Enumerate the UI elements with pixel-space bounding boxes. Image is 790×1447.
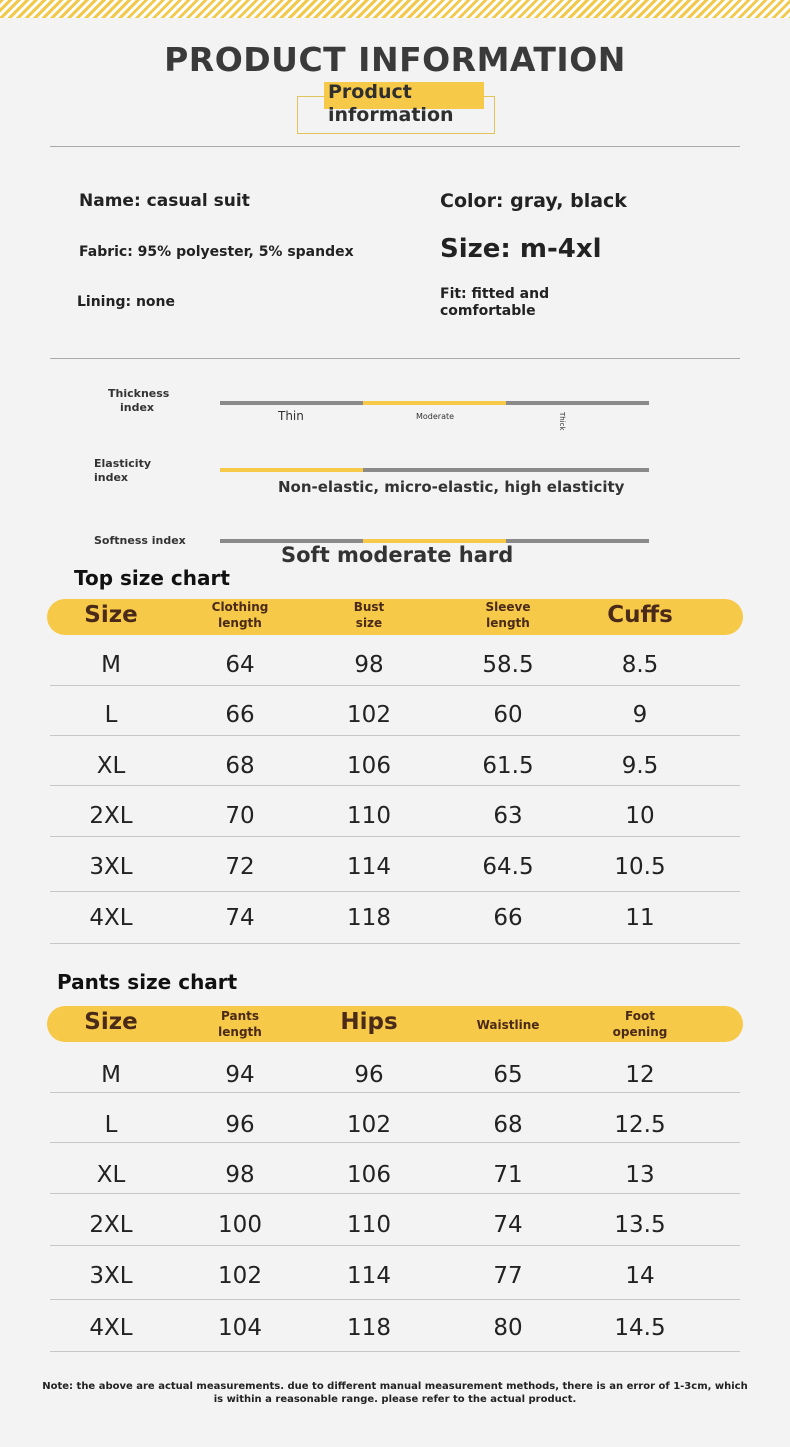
top_chart-header-text: Sleeve [485,600,531,614]
info-fabric: Fabric: 95% polyester, 5% spandex [79,244,354,260]
top_chart-cell: 11 [625,905,655,931]
top_chart-cell: 58.5 [482,652,534,678]
softness-text: Soft moderate hard [281,543,514,567]
info-size: Size: m-4xl [440,234,602,264]
pants_chart-cell: 13.5 [614,1212,666,1238]
pants_chart-cell: L [104,1112,118,1138]
top_chart-cell: 4XL [89,905,133,931]
top_chart-cell: 102 [347,702,391,728]
decorative-stripe [0,0,790,18]
top_chart-header-cell [41,602,181,628]
elasticity-bar-nonelastic [220,468,363,472]
pants_chart-cell: 98 [225,1162,255,1188]
pants_chart-cell: 68 [493,1112,523,1138]
top_chart-header-text: length [486,616,530,630]
top_chart-cell: 66 [493,905,523,931]
pants_chart-cell: 102 [218,1263,262,1289]
pants_chart-cell: 104 [218,1315,262,1341]
top_chart-row-divider [50,836,740,837]
top_chart-cell: 10 [625,803,655,829]
top_chart-cell: 61.5 [482,753,534,779]
pants_chart-cell: 77 [493,1263,523,1289]
pants_chart-header-cell [299,1009,439,1035]
top_chart-cell: L [104,702,118,728]
pants_chart-row-divider [50,1092,740,1093]
softness-label: Softness index [94,534,186,547]
pants_chart-header-cell [41,1009,181,1035]
top_chart-cell: 68 [225,753,255,779]
pants_chart-cell: 12.5 [614,1112,666,1138]
pants_chart-row-divider [50,1351,740,1352]
top_chart-row-divider [50,891,740,892]
pants_chart-cell: 106 [347,1162,391,1188]
pants_chart-header-cell [170,1008,310,1040]
top_chart-cell: 106 [347,753,391,779]
thickness-moderate-label: Moderate [416,412,455,421]
top_chart-cell: 9 [632,702,648,728]
pants_chart-cell: 12 [625,1062,655,1088]
info-name: Name: casual suit [79,191,250,211]
top_chart-cell: 9.5 [621,753,659,779]
pants_chart-cell: 14 [625,1263,655,1289]
top_chart-row-divider [50,735,740,736]
top_chart-row-divider [50,685,740,686]
info-fit [440,286,549,320]
badge-line1: Product [328,81,412,103]
pants_chart-header-text: Size [84,1009,138,1035]
pants_chart-cell: 3XL [89,1263,133,1289]
pants_chart-row-divider [50,1245,740,1246]
pants_chart-cell: M [101,1062,121,1088]
thickness-thick-label: Thick [558,412,566,431]
pants_chart-cell: 2XL [89,1212,133,1238]
top_chart-cell: 64.5 [482,854,534,880]
elasticity-label [94,457,151,485]
elasticity-label-line1: Elasticity [94,457,152,470]
elasticity-text: Non-elastic, micro-elastic, high elasticity [278,478,625,496]
top_chart-cell: 70 [225,803,255,829]
thickness-bar-moderate [363,401,506,405]
top-chart-title: Top size chart [74,566,230,590]
thickness-bar-thin [220,401,363,405]
top_chart-header-text: Size [84,602,138,628]
divider [50,358,740,359]
thickness-label [108,387,170,415]
top_chart-cell: 63 [493,803,523,829]
top_chart-cell: 8.5 [621,652,659,678]
top_chart-cell: 66 [225,702,255,728]
pants_chart-header-cell [438,1017,578,1033]
top_chart-cell: 72 [225,854,255,880]
thickness-label-line2: index [119,401,155,414]
top_chart-header-text: length [218,616,262,630]
pants_chart-cell: 110 [347,1212,391,1238]
pants_chart-cell: 96 [354,1062,384,1088]
pants_chart-row-divider [50,1142,740,1143]
badge-line2: information [328,104,454,126]
top_chart-cell: 2XL [89,803,133,829]
pants_chart-cell: XL [96,1162,126,1188]
top_chart-header-text: size [355,616,383,630]
pants_chart-header-text: length [218,1025,262,1039]
top_chart-header-cell [570,602,710,628]
top_chart-cell: 74 [225,905,255,931]
top_chart-header-text: Clothing [211,600,269,614]
pants_chart-header-text: opening [612,1025,668,1039]
top_chart-header-cell [170,599,310,631]
top_chart-cell: 10.5 [614,854,666,880]
pants_chart-header-text: Hips [340,1009,398,1035]
measurement-note: Note: the above are actual measurements. due to different manual measurement methods, there is an error of 1-3cm, which is within a reasonable range. please refer to the actual product. [42,1381,748,1405]
top_chart-cell: 110 [347,803,391,829]
page-title: PRODUCT INFORMATION [164,40,626,79]
pants_chart-cell: 94 [225,1062,255,1088]
pants_chart-cell: 100 [218,1212,262,1238]
top_chart-cell: 98 [354,652,384,678]
info-color: Color: gray, black [440,190,627,212]
pants_chart-cell: 14.5 [614,1315,666,1341]
pants_chart-cell: 96 [225,1112,255,1138]
top_chart-cell: 118 [347,905,391,931]
pants_chart-header-text: Waistline [476,1018,540,1032]
pants_chart-cell: 65 [493,1062,523,1088]
top_chart-row-divider [50,785,740,786]
elasticity-label-line2: index [94,471,129,484]
info-fit-line1: Fit: fitted and [440,286,550,302]
pants-chart-title: Pants size chart [57,970,238,994]
badge-text [328,81,508,127]
pants_chart-header-text: Foot [625,1009,655,1023]
pants_chart-cell: 4XL [89,1315,133,1341]
top_chart-cell: 60 [493,702,523,728]
top_chart-header-text: Cuffs [607,602,673,628]
top_chart-header-text: Bust [353,600,385,614]
pants_chart-cell: 102 [347,1112,391,1138]
thickness-label-line1: Thickness [108,387,170,400]
info-fit-line2: comfortable [440,303,536,319]
pants_chart-cell: 13 [625,1162,655,1188]
elasticity-bar-rest [363,468,649,472]
top_chart-cell: 3XL [89,854,133,880]
pants_chart-row-divider [50,1299,740,1300]
softness-bar-hard [506,539,649,543]
divider [50,146,740,147]
pants_chart-cell: 80 [493,1315,523,1341]
top_chart-cell: XL [96,753,126,779]
top_chart-cell: 64 [225,652,255,678]
pants_chart-row-divider [50,1193,740,1194]
pants_chart-header-text: Pants [221,1009,259,1023]
top_chart-header-cell [299,599,439,631]
pants_chart-cell: 118 [347,1315,391,1341]
top_chart-cell: M [101,652,121,678]
pants_chart-cell: 71 [493,1162,523,1188]
pants_chart-header-cell [570,1008,710,1040]
thickness-thin-label: Thin [278,409,304,423]
thickness-bar-thick [506,401,649,405]
top_chart-row-divider [50,943,740,944]
top_chart-header-cell [438,599,578,631]
info-lining: Lining: none [77,294,175,310]
pants_chart-cell: 114 [347,1263,391,1289]
top_chart-cell: 114 [347,854,391,880]
pants_chart-cell: 74 [493,1212,523,1238]
